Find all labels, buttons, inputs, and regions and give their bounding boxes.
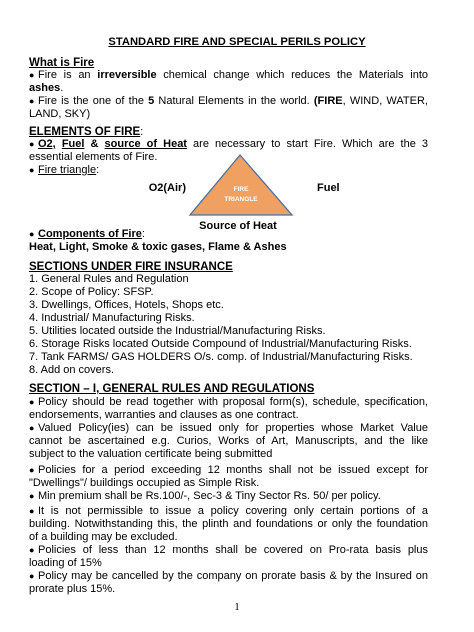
- bullet-icon: ●: [29, 545, 35, 555]
- section-list-item: 5. Utilities located outside the Industrial/Manufacturing Risks.: [29, 325, 326, 337]
- rule-line: Valued Policy(ies) can be issued only for properties whose Market Value: [38, 422, 428, 434]
- bullet-icon: ●: [29, 229, 35, 239]
- triangle-inner-label-fire: FIRE: [233, 186, 249, 193]
- triangle-vertex-fuel: Fuel: [317, 182, 340, 194]
- rule-line: prorate plus 15%.: [29, 583, 116, 595]
- bullet-icon: ●: [29, 96, 35, 106]
- elements-line1: O2, Fuel & source of Heat are necessary to start Fire. Which are the 3: [38, 138, 429, 150]
- fire-definition-line2: ashes.: [29, 82, 64, 94]
- heading-elements-of-fire: ELEMENTS OF FIRE:: [29, 126, 144, 138]
- rule-line: endorsements, warranties and clauses as one contract.: [29, 409, 299, 421]
- section-list-item: 3. Dwellings, Offices, Hotels, Shops etc.: [29, 299, 224, 311]
- rule-line: subject to the valuation certificate being submitted: [29, 448, 273, 460]
- section-list-item: 4. Industrial/ Manufacturing Risks.: [29, 312, 195, 324]
- rule-line: loading of 15%: [29, 557, 102, 569]
- bullet-icon: ●: [29, 571, 35, 581]
- rule-line: building. Notwithstanding this, the plinth and foundations or only the foundation: [29, 518, 428, 530]
- page-number: 1: [234, 601, 240, 613]
- rule-line: Min premium shall be Rs.100/-, Sec-3 & Tiny Sector Rs. 50/ per policy.: [38, 490, 381, 502]
- components-of-fire-list: Heat, Light, Smoke & toxic gases, Flame & Ashes: [29, 241, 287, 253]
- components-of-fire-label: Components of Fire:: [38, 228, 145, 240]
- elements-line2: essential elements of Fire.: [29, 151, 158, 163]
- heading-sections: SECTIONS UNDER FIRE INSURANCE: [29, 261, 233, 273]
- heading-section-1: SECTION – I, GENERAL RULES AND REGULATIONS: [29, 383, 315, 395]
- section-list-item: 2. Scope of Policy: SFSP.: [29, 286, 154, 298]
- bullet-icon: ●: [29, 139, 35, 149]
- triangle-vertex-heat: Source of Heat: [199, 220, 277, 232]
- fire-elements-line2: LAND, SKY): [29, 108, 91, 120]
- rule-line: cannot be ascertained e.g. Curios, Works of Art, Manuscripts, and the like: [29, 435, 428, 447]
- bullet-icon: ●: [29, 506, 35, 516]
- triangle-vertex-o2: O2(Air): [148, 182, 186, 194]
- fire-triangle-shape: [190, 155, 292, 215]
- rule-line: Policies of less than 12 months shall be covered on Pro-rata basis plus: [38, 544, 428, 556]
- rule-line: of a building may be excluded.: [29, 531, 178, 543]
- fire-triangle-label: Fire triangle:: [38, 164, 100, 176]
- section-list-item: 6. Storage Risks located Outside Compound of Industrial/Manufacturing Risks.: [29, 338, 412, 350]
- heading-what-is-fire: What is Fire: [29, 57, 95, 69]
- document-title: STANDARD FIRE AND SPECIAL PERILS POLICY: [108, 36, 366, 48]
- rule-line: It is not permissible to issue a policy covering only certain portions of a: [38, 505, 428, 517]
- rule-line: "Dwellings"/ buildings occupied as Simple Risk.: [29, 477, 260, 489]
- fire-elements-line1: Fire is the one of the 5 Natural Elements in the world. (FIRE, WIND, WATER,: [38, 95, 428, 107]
- section-list-item: 8. Add on covers.: [29, 364, 114, 376]
- section-list-item: 7. Tank FARMS/ GAS HOLDERS O/s. comp. of Industrial/Manufacturing Risks.: [29, 351, 413, 363]
- bullet-icon: ●: [29, 423, 35, 433]
- rule-line: Policy may be cancelled by the company on prorate basis & by the Insured on: [38, 570, 428, 582]
- section-list-item: 1. General Rules and Regulation: [29, 273, 189, 285]
- bullet-icon: ●: [29, 397, 35, 407]
- bullet-icon: ●: [29, 165, 35, 175]
- bullet-icon: ●: [29, 70, 35, 80]
- bullet-icon: ●: [29, 491, 35, 501]
- rule-line: Policies for a period exceeding 12 months shall not be issued except for: [38, 464, 428, 476]
- bullet-icon: ●: [29, 465, 35, 475]
- rule-line: Policy should be read together with proposal form(s), schedule, specification,: [38, 396, 428, 408]
- fire-definition-line1: Fire is an irreversible chemical change which reduces the Materials into: [38, 69, 428, 81]
- triangle-inner-label-triangle: TRIANGLE: [224, 196, 258, 203]
